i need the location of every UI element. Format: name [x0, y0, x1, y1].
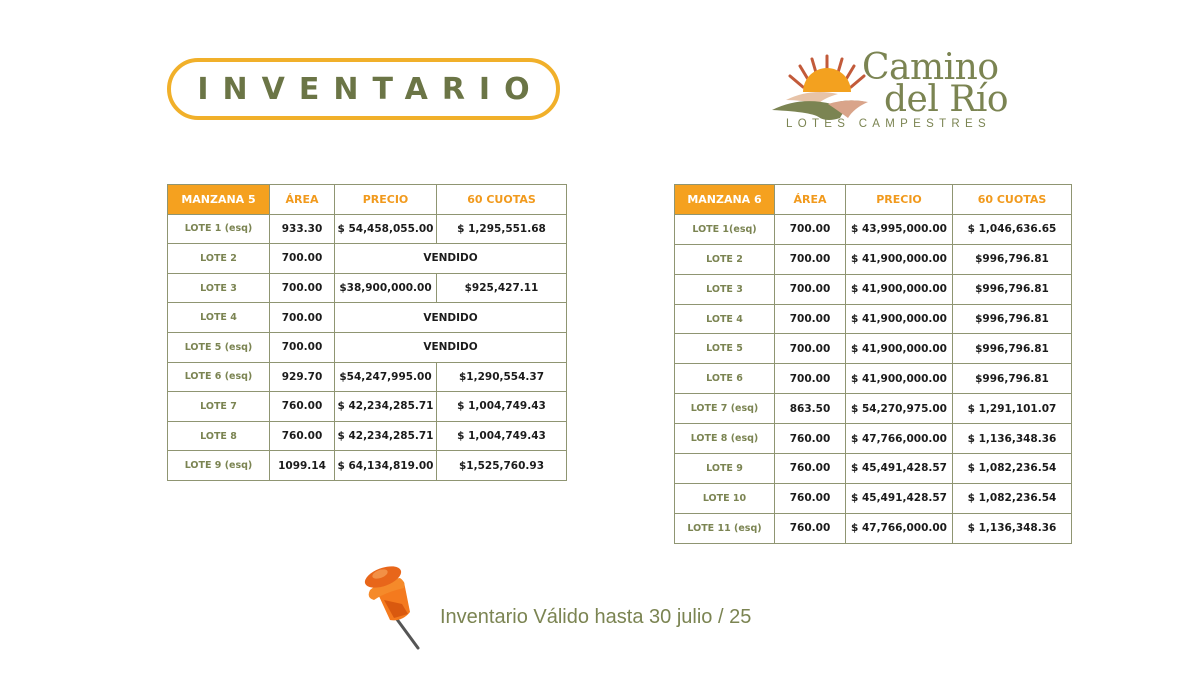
- inventory-table-manzana-6: [674, 184, 1072, 544]
- cuotas-cell: $ 1,082,236.54: [953, 483, 1072, 513]
- header-cuotas: 60 CUOTAS: [953, 185, 1072, 215]
- table-row: [168, 451, 567, 481]
- precio-cell: $ 54,458,055.00: [335, 214, 437, 244]
- page-title: INVENTARIO: [197, 71, 544, 107]
- precio-cell: $ 54,270,975.00: [846, 394, 953, 424]
- area-cell: 700.00: [270, 332, 335, 362]
- lote-cell: LOTE 1(esq): [675, 214, 775, 244]
- validity-note: Inventario Válido hasta 30 julio / 25: [440, 606, 752, 628]
- area-cell: 933.30: [270, 214, 335, 244]
- lote-cell: LOTE 5 (esq): [168, 332, 270, 362]
- table-row: [675, 334, 1072, 364]
- cuotas-cell: $ 1,136,348.36: [953, 424, 1072, 454]
- pushpin-icon: [356, 560, 428, 652]
- sold-status-cell: VENDIDO: [335, 332, 567, 362]
- lote-cell: LOTE 5: [675, 334, 775, 364]
- precio-cell: $ 45,491,428.57: [846, 483, 953, 513]
- sun-river-logo-icon: [770, 52, 870, 122]
- cuotas-cell: $1,525,760.93: [437, 451, 567, 481]
- lote-cell: LOTE 1 (esq): [168, 214, 270, 244]
- title-pill: [167, 58, 560, 120]
- table-row: [675, 394, 1072, 424]
- table-row: [675, 244, 1072, 274]
- table-row: [675, 513, 1072, 543]
- lote-cell: LOTE 3: [675, 274, 775, 304]
- precio-cell: $ 41,900,000.00: [846, 364, 953, 394]
- cuotas-cell: $925,427.11: [437, 273, 567, 303]
- precio-cell: $ 47,766,000.00: [846, 513, 953, 543]
- sold-status-cell: VENDIDO: [335, 244, 567, 274]
- area-cell: 760.00: [775, 424, 846, 454]
- header-precio: PRECIO: [335, 185, 437, 215]
- cuotas-cell: $ 1,082,236.54: [953, 454, 1072, 484]
- table-row: [168, 332, 567, 362]
- cuotas-cell: $ 1,136,348.36: [953, 513, 1072, 543]
- table-row: [168, 421, 567, 451]
- area-cell: 760.00: [270, 392, 335, 422]
- area-cell: 929.70: [270, 362, 335, 392]
- table-row: [675, 424, 1072, 454]
- precio-cell: $54,247,995.00: [335, 362, 437, 392]
- brand-name-line1: Camino: [862, 47, 999, 88]
- area-cell: 700.00: [775, 244, 846, 274]
- precio-cell: $ 41,900,000.00: [846, 274, 953, 304]
- area-cell: 760.00: [775, 483, 846, 513]
- lote-cell: LOTE 4: [675, 304, 775, 334]
- cuotas-cell: $ 1,004,749.43: [437, 392, 567, 422]
- precio-cell: $ 41,900,000.00: [846, 304, 953, 334]
- area-cell: 760.00: [775, 454, 846, 484]
- area-cell: 700.00: [270, 273, 335, 303]
- area-cell: 700.00: [270, 303, 335, 333]
- lote-cell: LOTE 8 (esq): [675, 424, 775, 454]
- lote-cell: LOTE 2: [675, 244, 775, 274]
- lote-cell: LOTE 7 (esq): [675, 394, 775, 424]
- header-area: ÁREA: [775, 185, 846, 215]
- table-header-row: [168, 185, 567, 215]
- lote-cell: LOTE 4: [168, 303, 270, 333]
- lote-cell: LOTE 8: [168, 421, 270, 451]
- brand-subtitle: LOTES CAMPESTRES: [786, 118, 991, 130]
- precio-cell: $ 64,134,819.00: [335, 451, 437, 481]
- cuotas-cell: $ 1,046,636.65: [953, 214, 1072, 244]
- inventory-table-manzana-5: [167, 184, 567, 481]
- cuotas-cell: $ 1,004,749.43: [437, 421, 567, 451]
- brand-logo: [770, 47, 1010, 135]
- precio-cell: $ 47,766,000.00: [846, 424, 953, 454]
- sold-status-cell: VENDIDO: [335, 303, 567, 333]
- lote-cell: LOTE 2: [168, 244, 270, 274]
- area-cell: 700.00: [270, 244, 335, 274]
- lote-cell: LOTE 9: [675, 454, 775, 484]
- table-row: [168, 273, 567, 303]
- area-cell: 760.00: [270, 421, 335, 451]
- table-row: [675, 214, 1072, 244]
- brand-name-line2: del Río: [884, 79, 1009, 120]
- cuotas-cell: $996,796.81: [953, 364, 1072, 394]
- cuotas-cell: $ 1,291,101.07: [953, 394, 1072, 424]
- precio-cell: $ 45,491,428.57: [846, 454, 953, 484]
- area-cell: 700.00: [775, 274, 846, 304]
- header-manzana: MANZANA 5: [168, 185, 270, 215]
- header-manzana: MANZANA 6: [675, 185, 775, 215]
- table-row: [675, 364, 1072, 394]
- cuotas-cell: $1,290,554.37: [437, 362, 567, 392]
- precio-cell: $ 42,234,285.71: [335, 392, 437, 422]
- cuotas-cell: $996,796.81: [953, 334, 1072, 364]
- table-row: [168, 214, 567, 244]
- lote-cell: LOTE 6: [675, 364, 775, 394]
- table-row: [675, 304, 1072, 334]
- precio-cell: $38,900,000.00: [335, 273, 437, 303]
- precio-cell: $ 41,900,000.00: [846, 334, 953, 364]
- lote-cell: LOTE 10: [675, 483, 775, 513]
- area-cell: 700.00: [775, 364, 846, 394]
- precio-cell: $ 43,995,000.00: [846, 214, 953, 244]
- table-row: [675, 483, 1072, 513]
- table-row: [168, 362, 567, 392]
- lote-cell: LOTE 11 (esq): [675, 513, 775, 543]
- header-precio: PRECIO: [846, 185, 953, 215]
- area-cell: 700.00: [775, 334, 846, 364]
- table-row: [675, 454, 1072, 484]
- area-cell: 760.00: [775, 513, 846, 543]
- area-cell: 700.00: [775, 304, 846, 334]
- table-header-row: [675, 185, 1072, 215]
- precio-cell: $ 41,900,000.00: [846, 244, 953, 274]
- area-cell: 700.00: [775, 214, 846, 244]
- lote-cell: LOTE 9 (esq): [168, 451, 270, 481]
- precio-cell: $ 42,234,285.71: [335, 421, 437, 451]
- table-row: [168, 392, 567, 422]
- cuotas-cell: $ 1,295,551.68: [437, 214, 567, 244]
- lote-cell: LOTE 7: [168, 392, 270, 422]
- table-row: [168, 303, 567, 333]
- cuotas-cell: $996,796.81: [953, 304, 1072, 334]
- area-cell: 863.50: [775, 394, 846, 424]
- table-row: [675, 274, 1072, 304]
- lote-cell: LOTE 6 (esq): [168, 362, 270, 392]
- area-cell: 1099.14: [270, 451, 335, 481]
- cuotas-cell: $996,796.81: [953, 274, 1072, 304]
- cuotas-cell: $996,796.81: [953, 244, 1072, 274]
- header-cuotas: 60 CUOTAS: [437, 185, 567, 215]
- lote-cell: LOTE 3: [168, 273, 270, 303]
- header-area: ÁREA: [270, 185, 335, 215]
- table-row: [168, 244, 567, 274]
